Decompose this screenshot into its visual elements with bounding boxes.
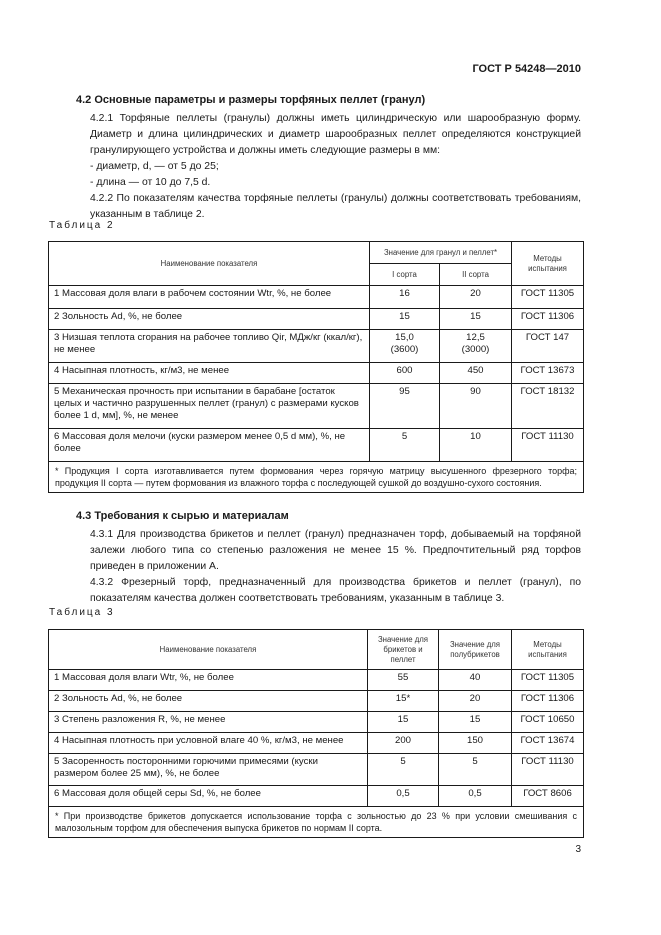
value-main: 12,5 xyxy=(466,332,485,343)
row-name: 6 Массовая доля общей серы Sd, %, не более xyxy=(49,786,368,807)
value-main: 15,0 xyxy=(395,332,414,343)
table-3-caption: Таблица 3 xyxy=(49,607,115,618)
table-3-header-name: Наименование показателя xyxy=(49,630,368,670)
row-method: ГОСТ 147 xyxy=(512,330,584,363)
table-3-footnote: * При производстве брикетов допускается использование торфа с зольностью до 23 % при условии смешивания с малозольным торфом для обеспечения выпуска брикетов по нормам II сорта. xyxy=(49,807,584,838)
row-value-2: 450 xyxy=(440,363,512,384)
row-method: ГОСТ 13673 xyxy=(512,363,584,384)
table-row xyxy=(49,733,584,754)
value-kcal: (3600) xyxy=(390,344,419,355)
row-value-1: 95 xyxy=(370,384,440,429)
row-name: 1 Массовая доля влаги в рабочем состоянии Wtr, %, не более xyxy=(49,286,370,309)
row-name: 6 Массовая доля мелочи (куски размером менее 0,5 d мм), %, не более xyxy=(49,429,370,462)
row-value-2: 0,5 xyxy=(439,786,512,807)
table-row xyxy=(49,330,584,363)
row-value-1: 200 xyxy=(368,733,439,754)
table-row xyxy=(49,384,584,429)
section-4-3-text xyxy=(76,527,581,607)
row-method: ГОСТ 11305 xyxy=(512,286,584,309)
table-3-header-semibriquettes: Значение для полубрикетов xyxy=(439,630,512,670)
row-method: ГОСТ 11130 xyxy=(512,754,584,786)
paragraph-4-2-1: 4.2.1 Торфяные пеллеты (гранулы) должны иметь цилиндрическую или шарообразную форму. Диаметр и длина цилиндрических и диаметр шарообразных пеллет определяются конструкцией гранулирующего устройства и должны иметь следующие размеры в мм: xyxy=(90,113,581,156)
table-row xyxy=(49,712,584,733)
section-4-2-text xyxy=(76,111,581,223)
row-value-2: 10 xyxy=(440,429,512,462)
row-value-1: 600 xyxy=(370,363,440,384)
section-4-2-title: 4.2 Основные параметры и размеры торфяных пеллет (гранул) xyxy=(76,94,426,106)
row-value-2: 15 xyxy=(439,712,512,733)
table-2 xyxy=(48,241,584,493)
table-row xyxy=(49,670,584,691)
row-value-1: 15 xyxy=(368,712,439,733)
row-value-1 xyxy=(370,330,440,363)
row-name: 5 Механическая прочность при испытании в барабане [остаток целых и частично разрушенных пеллет (гранул) с размерами кусков более 1 d, мм], %, не менее xyxy=(49,384,370,429)
row-value-2: 5 xyxy=(439,754,512,786)
table-3-header-method: Методы испытания xyxy=(512,630,584,670)
table-2-footnote: * Продукция I сорта изготавливается путем формования через горячую матрицу высушенного фрезерного торфа; продукция II сорта — путем формования из влажного торфа с последующей сушкой до воздушно-сухого состояния. xyxy=(49,462,584,493)
row-value-2: 15 xyxy=(440,309,512,330)
row-value-1: 5 xyxy=(368,754,439,786)
row-name: 4 Насыпная плотность, кг/м3, не менее xyxy=(49,363,370,384)
row-name: 1 Массовая доля влаги Wtr, %, не более xyxy=(49,670,368,691)
page-number: 3 xyxy=(575,844,581,855)
paragraph-4-3-1: 4.3.1 Для производства брикетов и пеллет (гранул) предназначен торф, добываемый на торфяной залежи любого типа со степенью разложения не менее 15 %. Предпочтительный ряд торфов приведен в приложении А. xyxy=(90,529,581,572)
list-item-diameter: - диаметр, d, — от 5 до 25; xyxy=(90,161,219,172)
row-name: 3 Степень разложения R, %, не менее xyxy=(49,712,368,733)
row-name: 2 Зольность Ad, %, не более xyxy=(49,309,370,330)
table-row xyxy=(49,754,584,786)
table-row xyxy=(49,429,584,462)
table-row xyxy=(49,309,584,330)
row-value-1: 55 xyxy=(368,670,439,691)
row-value-2 xyxy=(440,330,512,363)
row-name: 3 Низшая теплота сгорания на рабочее топливо Qir, МДж/кг (ккал/кг), не менее xyxy=(49,330,370,363)
row-method: ГОСТ 11305 xyxy=(512,670,584,691)
table-2-header-group: Значение для гранул и пеллет* xyxy=(370,242,512,264)
row-name: 4 Насыпная плотность при условной влаге 40 %, кг/м3, не менее xyxy=(49,733,368,754)
row-value-1: 5 xyxy=(370,429,440,462)
row-value-1: 0,5 xyxy=(368,786,439,807)
row-method: ГОСТ 11306 xyxy=(512,691,584,712)
row-method: ГОСТ 11130 xyxy=(512,429,584,462)
table-2-header-method: Методы испытания xyxy=(512,242,584,286)
list-item-length: - длина — от 10 до 7,5 d. xyxy=(90,177,211,188)
row-method: ГОСТ 18132 xyxy=(512,384,584,429)
table-row xyxy=(49,363,584,384)
row-value-1: 15* xyxy=(368,691,439,712)
table-2-caption: Таблица 2 xyxy=(49,220,115,231)
table-3 xyxy=(48,629,584,838)
value-kcal: (3000) xyxy=(461,344,490,355)
table-row xyxy=(49,786,584,807)
table-2-header-name: Наименование показателя xyxy=(49,242,370,286)
paragraph-4-2-2: 4.2.2 По показателям качества торфяные пеллеты (гранулы) должны соответствовать требованиям, указанным в таблице 2. xyxy=(90,193,581,220)
table-row xyxy=(49,286,584,309)
row-value-1: 15 xyxy=(370,309,440,330)
table-3-header-briquettes: Значение для брикетов и пеллет xyxy=(368,630,439,670)
section-4-3-title: 4.3 Требования к сырью и материалам xyxy=(76,510,289,522)
table-2-header-grade-1: I сорта xyxy=(370,264,440,286)
row-name: 5 Засоренность посторонними горючими примесями (куски размером более 25 мм), %, не более xyxy=(49,754,368,786)
row-value-2: 20 xyxy=(440,286,512,309)
table-row xyxy=(49,691,584,712)
row-method: ГОСТ 13674 xyxy=(512,733,584,754)
row-value-2: 90 xyxy=(440,384,512,429)
row-method: ГОСТ 11306 xyxy=(512,309,584,330)
table-2-header-grade-2: II сорта xyxy=(440,264,512,286)
row-value-2: 20 xyxy=(439,691,512,712)
document-id: ГОСТ Р 54248—2010 xyxy=(472,63,581,75)
row-value-1: 16 xyxy=(370,286,440,309)
row-name: 2 Зольность Ad, %, не более xyxy=(49,691,368,712)
row-method: ГОСТ 10650 xyxy=(512,712,584,733)
paragraph-4-3-2: 4.3.2 Фрезерный торф, предназначенный для производства брикетов и пеллет (гранул), по показателям качества должен соответствовать требованиям, указанным в таблице 3. xyxy=(90,577,581,604)
row-method: ГОСТ 8606 xyxy=(512,786,584,807)
row-value-2: 40 xyxy=(439,670,512,691)
row-value-2: 150 xyxy=(439,733,512,754)
